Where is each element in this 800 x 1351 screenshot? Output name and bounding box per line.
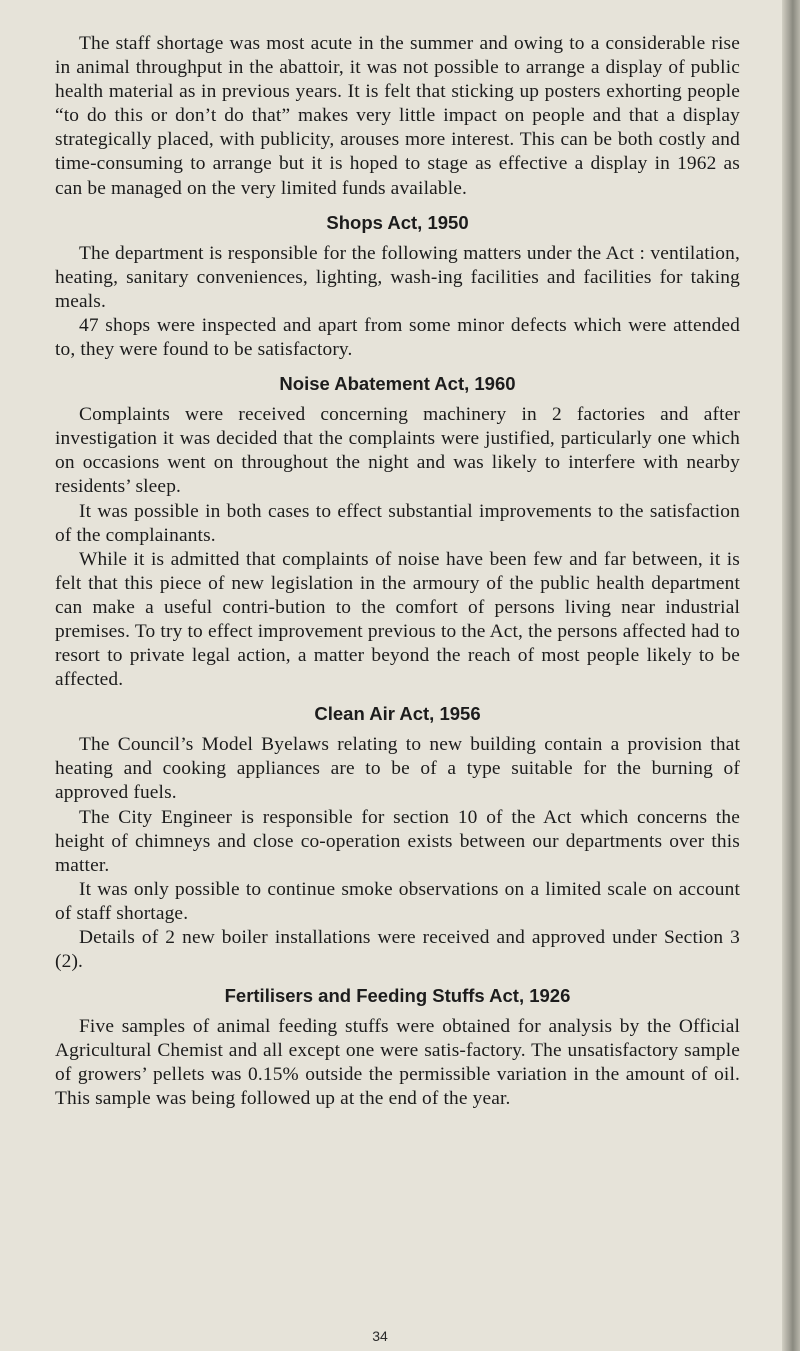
clean-air-act-paragraph-3: It was only possible to continue smoke observations on a limited scale on account of staff shortage. [55,878,740,924]
clean-air-act-heading: Clean Air Act, 1956 [314,703,481,725]
fertilisers-act-heading: Fertilisers and Feeding Stuffs Act, 1926 [224,985,571,1007]
scan-edge-shadow [782,0,800,1351]
clean-air-act-paragraph-2: The City Engineer is responsible for section 10 of the Act which concerns the height of chimneys and close co-operation exists between our departments over this matter. [55,806,740,876]
page-number: 34 [372,1328,388,1344]
noise-act-paragraph-1: Complaints were received concerning machinery in 2 factories and after investigation it was decided that the complaints were justified, particularly one which on occasions went on throughout the night and was likely to interfere with nearby residents’ sleep. [55,404,740,498]
noise-act-paragraph-3: While it is admitted that complaints of noise have been few and far between, it is felt that this piece of new legislation in the armoury of the public health department can make a useful contri-bution to the comfort of persons living near industrial premises. To try to effect improvement previous to the Act, the persons affected had to resort to private legal action, a matter beyond the reach of most people likely to be affected. [55,548,740,691]
page-body [55,32,740,1112]
clean-air-act-paragraph-1: The Council’s Model Byelaws relating to new building contain a provision that heating and cooking appliances are to be of a type suitable for the burning of approved fuels. [55,734,740,804]
shops-act-heading: Shops Act, 1950 [326,211,469,233]
noise-act-paragraph-2: It was possible in both cases to effect substantial improvements to the satisfaction of the complainants. [55,500,740,546]
shops-act-paragraph-2: 47 shops were inspected and apart from some minor defects which were attended to, they were found to be satisfactory. [55,314,740,361]
intro-paragraph: The staff shortage was most acute in the summer and owing to a considerable rise in animal throughput in the abattoir, it was not possible to arrange a display of public health material as in previous years. It is felt that sticking up posters exhorting people “to do this or don’t do that” makes very little impact on people and that a display strategically placed, with publicity, arouses more interest. This can be both costly and time-consuming to arrange but it is hoped to stage as effective a display in 1962 as can be managed on the very limited funds available. [55,33,740,199]
clean-air-act-paragraph-4: Details of 2 new boiler installations were received and approved under Section 3 (2). [55,927,740,973]
noise-act-heading: Noise Abatement Act, 1960 [279,373,516,395]
fertilisers-act-paragraph-1: Five samples of animal feeding stuffs were obtained for analysis by the Official Agricultural Chemist and all except one were satis-factory. The unsatisfactory sample of growers’ pellets was 0.15% outside the permissible variation in the amount of oil. This sample was being followed up at the end of the year. [55,1016,740,1110]
shops-act-paragraph-1: The department is responsible for the following matters under the Act : ventilation, heating, sanitary conveniences, lighting, wash-ing facilities and facilities for taking meals. [55,242,740,312]
